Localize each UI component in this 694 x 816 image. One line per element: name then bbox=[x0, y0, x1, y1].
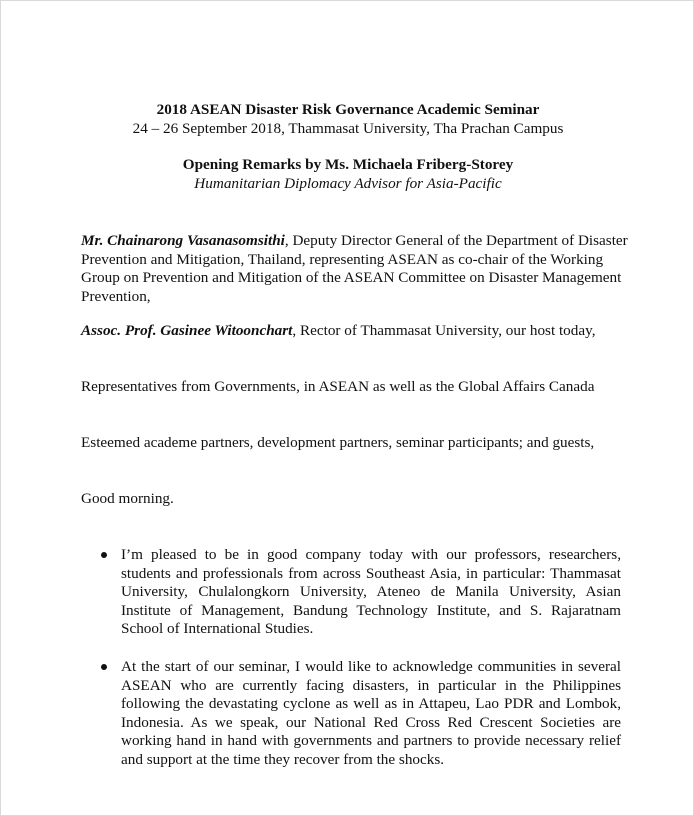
salutation-name: Mr. Chainarong Vasanasomsithi bbox=[81, 232, 285, 249]
seminar-title: 2018 ASEAN Disaster Risk Governance Academic Seminar bbox=[156, 101, 540, 118]
list-item-text: At the start of our seminar, I would like to acknowledge communities in several ASEAN who are currently facing disasters, in particular in the Philippines following the devastating cyclone as well as in Attapeu, Lao PDR and Lombok, Indonesia. As we speak, our National Red Cross Red Crescent Societies are working hand in hand with governments and partners to provide necessary relief and support at the time they recover from the shocks. bbox=[121, 658, 621, 768]
seminar-date-venue: 24 – 26 September 2018, Thammasat University, Tha Prachan Campus bbox=[132, 119, 564, 137]
list-item-text: I’m pleased to be in good company today with our professors, researchers, students and professionals from across Southeast Asia, in particular: Thammasat University, Chulalongkorn University, Ateneo de Manila University, Asian Institute of Management, Bandung Technology Institute, and S. Rajaratnam School of International Studies. bbox=[121, 546, 621, 637]
bullet-icon bbox=[101, 552, 107, 558]
salutation-text: Esteemed academe partners, development partners, seminar participants; and guests, bbox=[81, 434, 595, 451]
greeting-text: Good morning. bbox=[81, 490, 174, 507]
salutation-text: Representatives from Governments, in ASEAN as well as the Global Affairs Canada bbox=[81, 378, 595, 395]
remarks-header bbox=[1, 156, 694, 193]
salutation-text: , Rector of Thammasat University, our host today, bbox=[292, 322, 596, 339]
remarks-heading: Opening Remarks by Ms. Michaela Friberg-Storey bbox=[182, 156, 514, 173]
salutation-paragraph bbox=[81, 434, 641, 453]
salutation-paragraph bbox=[81, 378, 641, 397]
seminar-header bbox=[1, 101, 694, 138]
list-item bbox=[101, 658, 621, 769]
list-item bbox=[101, 546, 621, 639]
salutation-name: Assoc. Prof. Gasinee Witoonchart bbox=[81, 322, 293, 339]
speaker-role: Humanitarian Diplomacy Advisor for Asia-Pacific bbox=[194, 174, 502, 192]
greeting bbox=[81, 490, 641, 509]
salutation-text: , Deputy Director General of the Department of Disaster Prevention and Mitigation, Thailand, representing ASEAN as co-chair of the Working Group on Prevention and Mitigation of the ASEAN Committee on Disaster Management Prevention, bbox=[81, 232, 628, 305]
bullet-icon bbox=[101, 664, 107, 670]
salutation-paragraph bbox=[81, 232, 641, 306]
salutation-paragraph bbox=[81, 322, 641, 341]
